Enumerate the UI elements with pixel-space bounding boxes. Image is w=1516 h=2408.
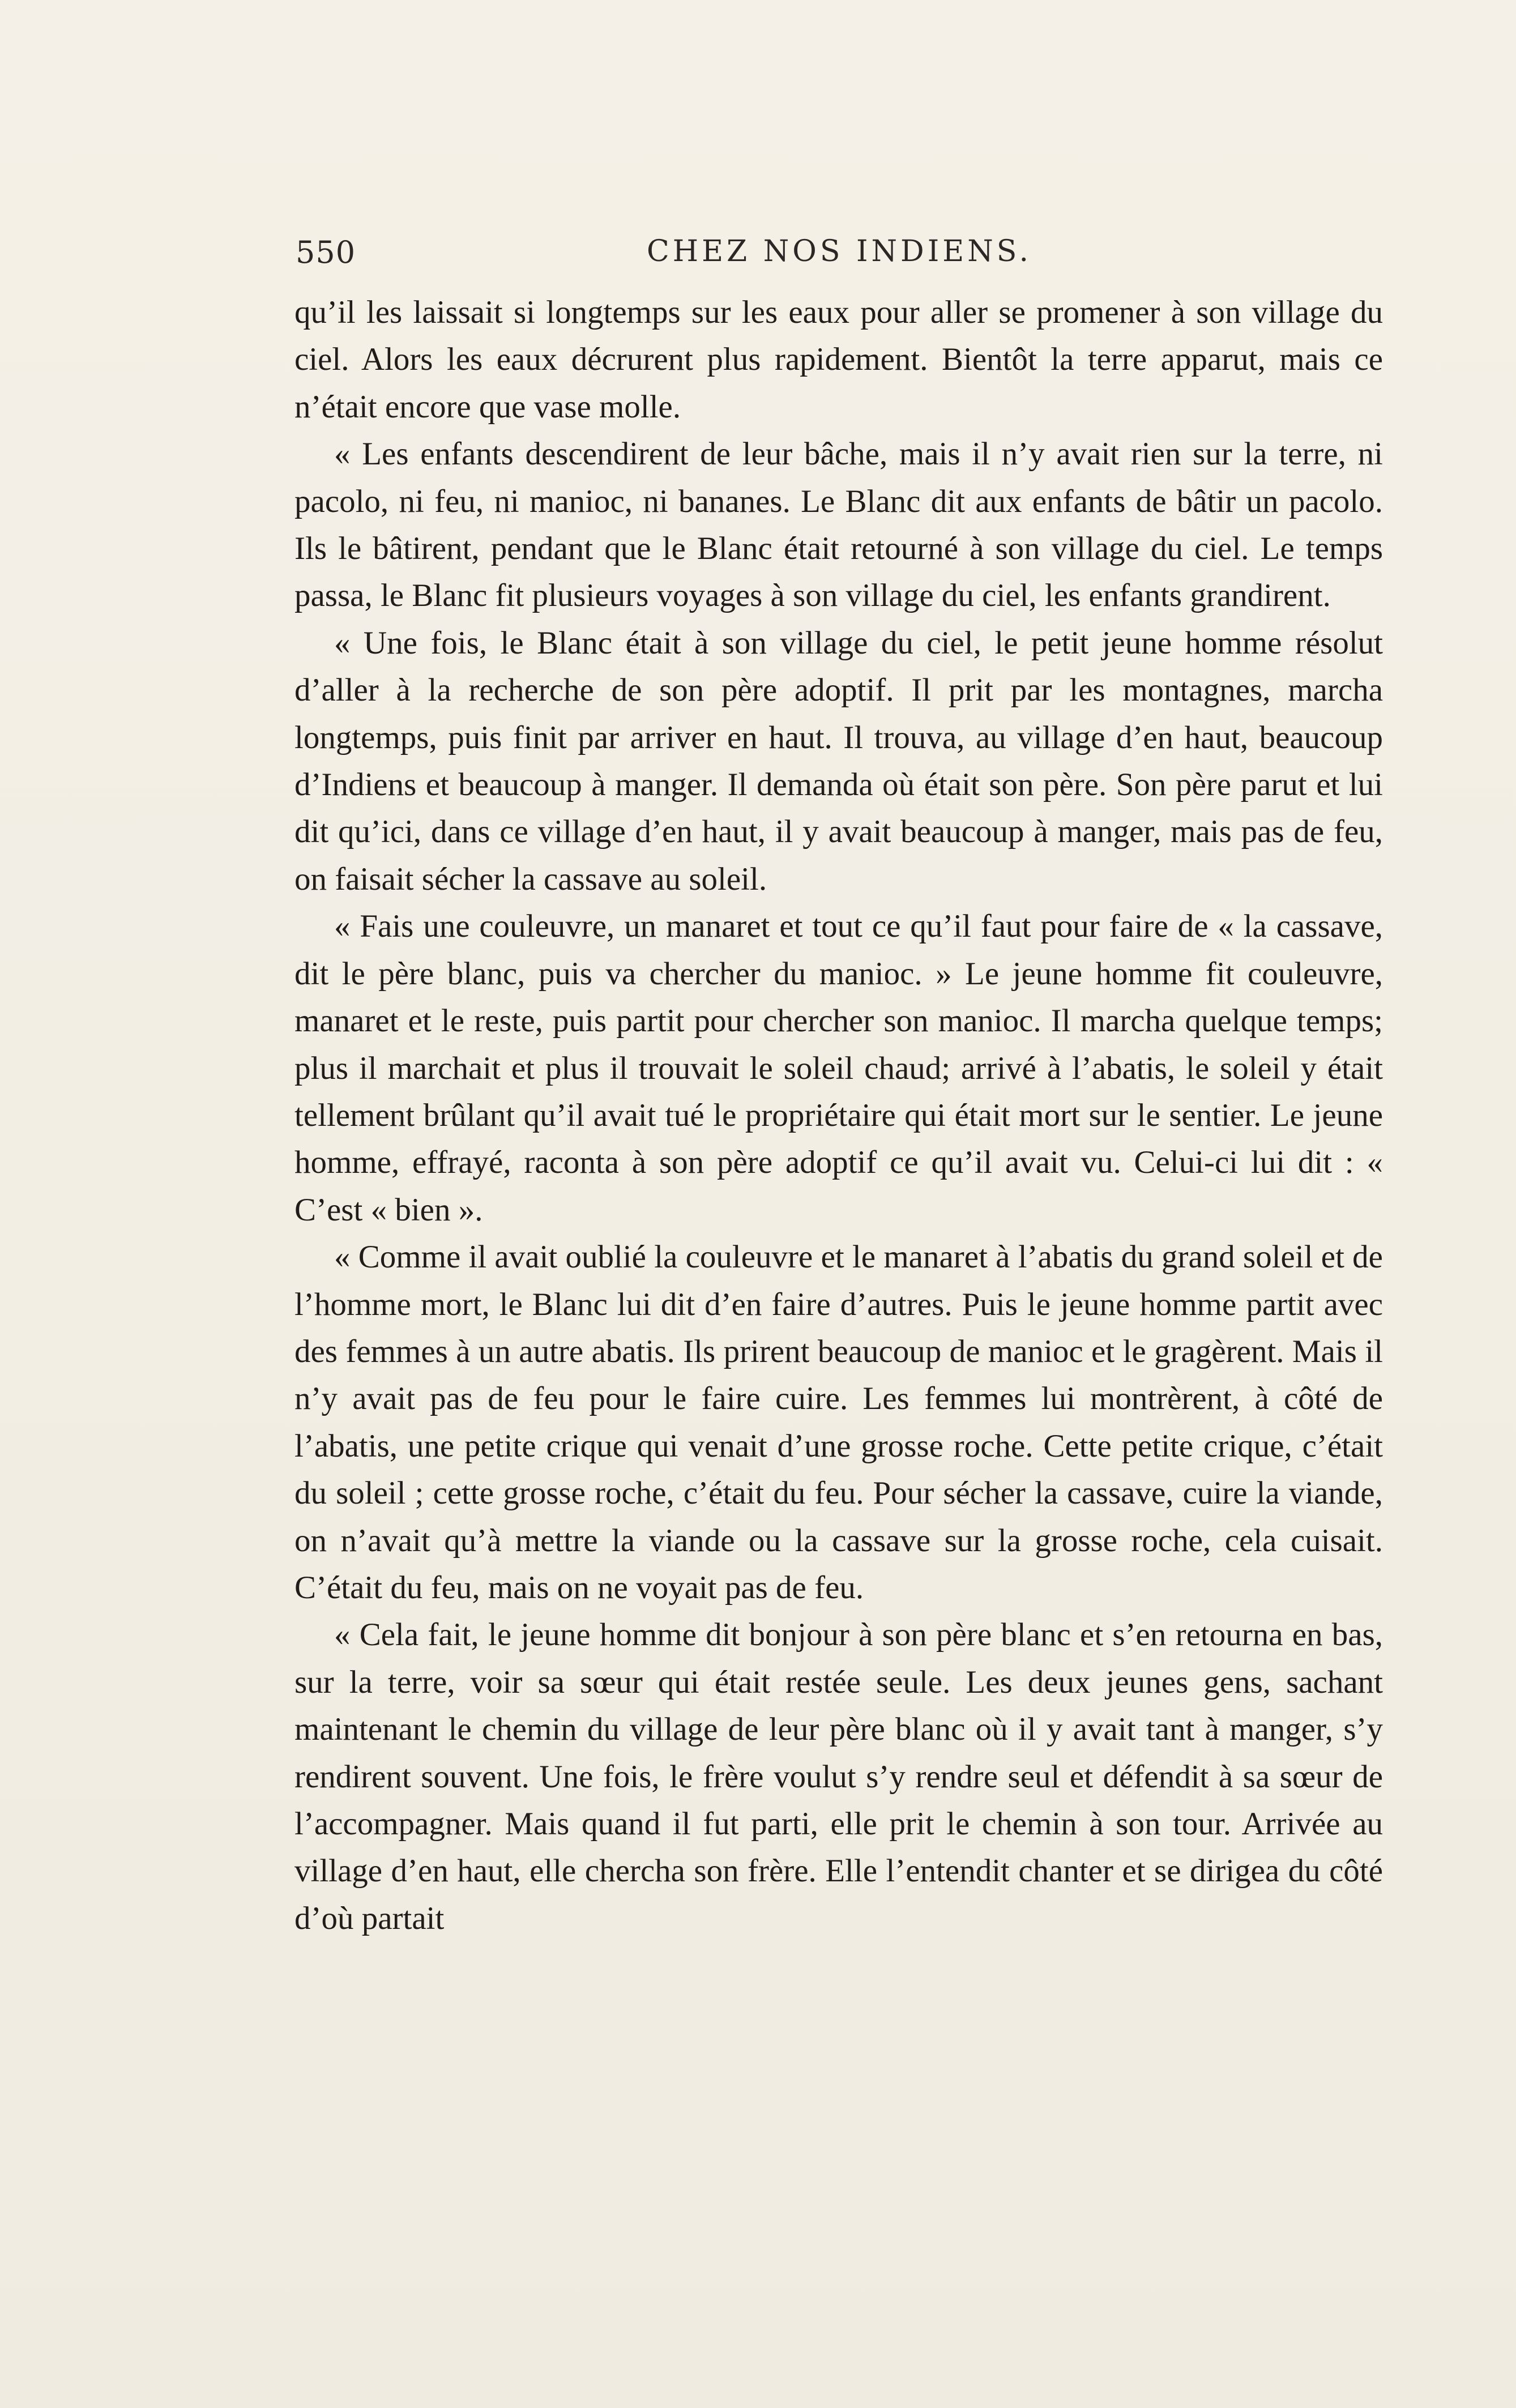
paragraph: « Cela fait, le jeune homme dit bonjour à son père blanc et s’en retourna en bas, sur la terre, voir sa sœur qui était restée seule. Les deux jeunes gens, sachant maintenant le chemin du village de leur père blanc où il y avait tant à manger, s’y rendirent souvent. Une fois, le frère voulut s’y rendre seul et défendit à sa sœur de l’accompagner. Mais quand il fut parti, elle prit le chemin à son tour. Arrivée au village d’en haut, elle chercha son frère. Elle l’entendit chanter et se dirigea du côté d’où partait	[294, 1617, 1383, 1936]
paragraph: « Les enfants descendirent de leur bâche, mais il n’y avait rien sur la terre, ni pacolo, ni feu, ni manioc, ni bananes. Le Blanc dit aux enfants de bâtir un pacolo. Ils le bâtirent, pendant que le Blanc était retourné à son village du ciel. Le temps passa, le Blanc fit plusieurs voyages à son village du ciel, les enfants grandirent.	[294, 436, 1383, 614]
page-header	[296, 231, 1383, 276]
paragraph: « Fais une couleuvre, un manaret et tout ce qu’il faut pour faire de « la cassave, dit le père blanc, puis va chercher du manioc. » Le jeune homme fit couleuvre, manaret et le reste, puis partit pour chercher son manioc. Il marcha quelque temps; plus il marchait et plus il trouvait le soleil chaud; arrivé à l’abatis, le soleil y était tellement brûlant qu’il avait tué le propriétaire qui était mort sur le sentier. Le jeune homme, effrayé, raconta à son père adoptif ce qu’il avait vu. Celui-ci lui dit : « C’est « bien ».	[294, 908, 1383, 1228]
page-number: 550	[296, 234, 356, 270]
paragraph-continuation: qu’il les laissait si longtemps sur les eaux pour aller se promener à son village du ciel. Alors les eaux décrurent plus rapidement. Bientôt la terre apparut, mais ce n’était encore que vase molle.	[294, 294, 1383, 425]
paragraph: « Comme il avait oublié la couleuvre et le manaret à l’abatis du grand soleil et de l’homme mort, le Blanc lui dit d’en faire d’autres. Puis le jeune homme partit avec des femmes à un autre abatis. Ils prirent beaucoup de manioc et le gragèrent. Mais il n’y avait pas de feu pour le faire cuire. Les femmes lui montrèrent, à côté de l’abatis, une petite crique qui venait d’une grosse roche. Cette petite crique, c’était du soleil ; cette grosse roche, c’était du feu. Pour sécher la cassave, cuire la viande, on n’avait qu’à mettre la viande ou la cassave sur la grosse roche, cela cuisait. C’était du feu, mais on ne voyait pas de feu.	[294, 1239, 1383, 1606]
running-title: CHEZ NOS INDIENS.	[646, 234, 1032, 268]
paragraph: « Une fois, le Blanc était à son village du ciel, le petit jeune homme résolut d’aller à la recherche de son père adoptif. Il prit par les montagnes, marcha longtemps, puis finit par arriver en haut. Il trouva, au village d’en haut, beaucoup d’Indiens et beaucoup à manger. Il demanda où était son père. Son père parut et lui dit qu’ici, dans ce village d’en haut, il y avait beaucoup à manger, mais pas de feu, on faisait sécher la cassave au soleil.	[294, 625, 1383, 897]
body-text	[294, 289, 1383, 1942]
